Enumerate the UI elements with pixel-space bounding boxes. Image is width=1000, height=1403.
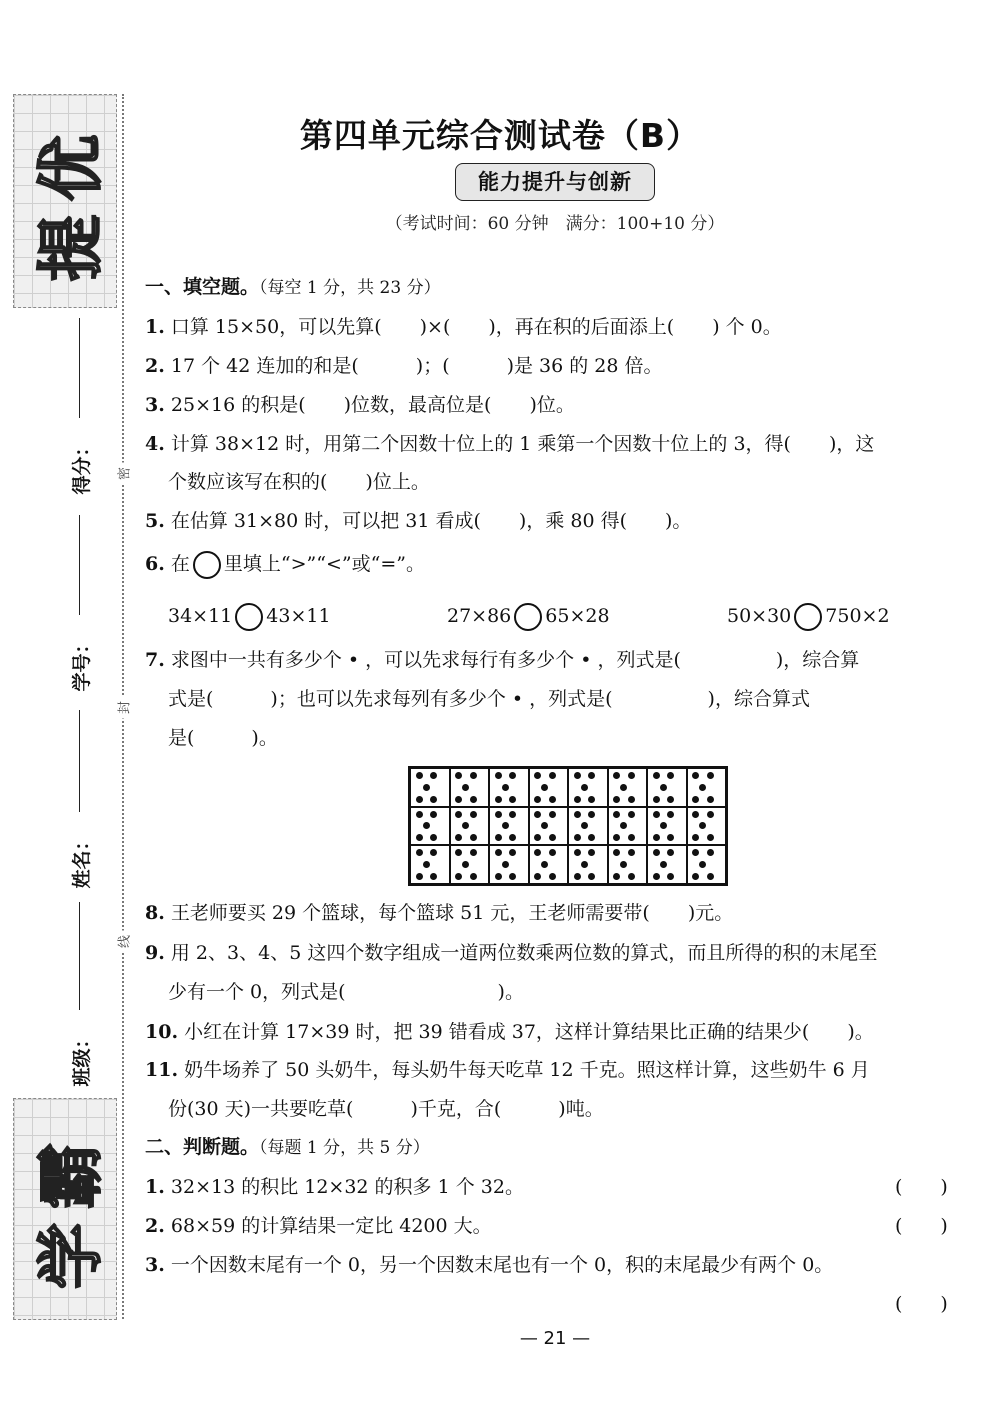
dot — [455, 796, 462, 803]
question-1-10: 10. 小红在计算 17×39 时，把 39 错看成 37，这样计算结果比正确的结果少( )。 — [145, 1021, 874, 1043]
dot — [534, 834, 541, 841]
question-1-6: 6. 在 里填上“>”“<”或“=”。 — [145, 551, 425, 579]
dot — [534, 873, 541, 880]
dot — [455, 772, 462, 779]
dot — [588, 796, 595, 803]
dot — [509, 772, 516, 779]
dot — [692, 796, 699, 803]
dot-cell — [687, 768, 727, 807]
dot — [416, 849, 423, 856]
question-2-2: 2. 68×59 的计算结果一定比 4200 大。 — [145, 1215, 492, 1237]
dot — [423, 784, 430, 791]
dot — [574, 873, 581, 880]
dot — [588, 811, 595, 818]
dot — [541, 822, 548, 829]
dot — [423, 861, 430, 868]
dot — [502, 784, 509, 791]
dot — [653, 772, 660, 779]
dot — [699, 784, 706, 791]
dot — [581, 861, 588, 868]
dot — [628, 811, 635, 818]
dot — [549, 849, 556, 856]
dot — [455, 834, 462, 841]
dot — [509, 849, 516, 856]
dot — [423, 822, 430, 829]
dot — [707, 873, 714, 880]
dot-cell — [489, 845, 529, 884]
question-1-11: 11. 奶牛场养了 50 头奶牛，每头奶牛每天吃草 12 千克。照这样计算，这些奶牛 6 月 — [145, 1059, 870, 1081]
dot — [620, 784, 627, 791]
dot — [667, 796, 674, 803]
dot — [660, 861, 667, 868]
dot-cell — [450, 768, 490, 807]
exam-info: （考试时间：60 分钟 满分：100+10 分） — [385, 214, 725, 234]
dot-cell — [647, 768, 687, 807]
dot — [495, 873, 502, 880]
dot — [620, 861, 627, 868]
compare-pair-3: 50×30 750×2 — [727, 603, 890, 631]
dot-cell — [450, 845, 490, 884]
seal-char-mi: 密 — [114, 463, 133, 485]
dot — [667, 834, 674, 841]
dot — [549, 811, 556, 818]
dot-cell — [647, 845, 687, 884]
dot — [534, 796, 541, 803]
dot — [416, 811, 423, 818]
dot — [653, 796, 660, 803]
dot — [430, 849, 437, 856]
section-2-heading: 二、判断题。（每题 1 分，共 5 分） — [145, 1136, 430, 1158]
dot — [699, 822, 706, 829]
dot-cell — [489, 768, 529, 807]
dot — [462, 784, 469, 791]
dot-cell — [529, 768, 569, 807]
section-1-heading: 一、填空题。（每空 1 分，共 23 分） — [145, 276, 441, 298]
dot — [455, 849, 462, 856]
subtitle-badge: 能力提升与创新 — [455, 163, 655, 201]
compare-circle-3[interactable] — [794, 603, 822, 631]
name-label: 姓名： — [70, 831, 93, 889]
dot — [628, 873, 635, 880]
dot — [495, 796, 502, 803]
question-1-9-cont: 少有一个 0，列式是( )。 — [168, 981, 524, 1003]
dot — [574, 796, 581, 803]
dot — [628, 796, 635, 803]
dot — [613, 834, 620, 841]
compare-pair-1: 34×11 43×11 — [168, 603, 331, 631]
dot-cell — [608, 845, 648, 884]
dot — [692, 811, 699, 818]
dot — [541, 784, 548, 791]
question-1-8: 8. 王老师要买 29 个篮球，每个篮球 51 元，王老师需要带( )元。 — [145, 902, 734, 924]
dot — [653, 873, 660, 880]
question-2-1: 1. 32×13 的积比 12×32 的积多 1 个 32。 — [145, 1176, 524, 1198]
dot — [667, 873, 674, 880]
dot — [470, 811, 477, 818]
dot-cell — [489, 807, 529, 846]
dot — [692, 849, 699, 856]
dot-cell — [568, 845, 608, 884]
dot — [667, 811, 674, 818]
question-1-7-cont: 式是( )；也可以先求每列有多少个 • ，列式是( )，综合算式 — [168, 688, 810, 710]
dot — [707, 811, 714, 818]
dot — [574, 772, 581, 779]
dot-cell — [608, 768, 648, 807]
dot — [430, 873, 437, 880]
dot-cell — [529, 807, 569, 846]
dot — [495, 834, 502, 841]
dot — [416, 796, 423, 803]
dot — [534, 849, 541, 856]
dot — [707, 834, 714, 841]
dot — [416, 834, 423, 841]
question-1-1: 1. 口算 15×50，可以先算( )×( )，再在积的后面添上( ) 个 0。 — [145, 316, 782, 338]
dot — [653, 811, 660, 818]
dot — [707, 796, 714, 803]
score-label: 得分： — [70, 437, 93, 495]
question-1-9: 9. 用 2、3、4、5 这四个数字组成一道两位数乘两位数的算式，而且所得的积的末尾至 — [145, 942, 878, 964]
dot — [628, 834, 635, 841]
dot-cell — [568, 807, 608, 846]
answer-blank-2-1[interactable]: ( ) — [895, 1176, 948, 1198]
dot — [692, 772, 699, 779]
dot — [660, 822, 667, 829]
dot — [534, 772, 541, 779]
dot — [470, 796, 477, 803]
question-1-7: 7. 求图中一共有多少个 • ，可以先求每行有多少个 • ，列式是( )，综合算 — [145, 649, 860, 671]
dot — [620, 822, 627, 829]
brand-box-bottom — [13, 1098, 117, 1320]
dot — [509, 796, 516, 803]
dot-cell — [568, 768, 608, 807]
compare-circle-1[interactable] — [235, 603, 263, 631]
dot — [588, 873, 595, 880]
student-id-label: 学号： — [70, 634, 93, 692]
question-1-4-cont: 个数应该写在积的( )位上。 — [168, 471, 430, 493]
dot — [430, 772, 437, 779]
class-line — [79, 902, 80, 1010]
brand-title-bottom: 学霸 — [32, 1129, 110, 1289]
dot — [534, 811, 541, 818]
dot — [660, 784, 667, 791]
dot — [430, 834, 437, 841]
dot — [549, 796, 556, 803]
dot-cell — [647, 807, 687, 846]
dot — [613, 849, 620, 856]
brand-title-top: 提优 — [32, 121, 110, 281]
dot — [549, 873, 556, 880]
dot — [667, 849, 674, 856]
compare-circle-2[interactable] — [514, 603, 542, 631]
dot — [613, 796, 620, 803]
dot — [509, 834, 516, 841]
dot — [581, 784, 588, 791]
dot-cell — [608, 807, 648, 846]
answer-blank-2-2[interactable]: ( ) — [895, 1215, 948, 1237]
dot — [699, 861, 706, 868]
compare-pair-2: 27×86 65×28 — [447, 603, 610, 631]
dot — [509, 811, 516, 818]
dot — [470, 849, 477, 856]
dot — [692, 834, 699, 841]
dot — [455, 873, 462, 880]
dot — [588, 834, 595, 841]
dot — [707, 849, 714, 856]
page-title: 第四单元综合测试卷（B） — [299, 116, 701, 155]
dot-cell — [450, 807, 490, 846]
dot — [581, 822, 588, 829]
dot — [470, 873, 477, 880]
question-2-3: 3. 一个因数末尾有一个 0，另一个因数末尾也有一个 0，积的末尾最少有两个 0。 — [145, 1254, 834, 1276]
dot — [707, 772, 714, 779]
dot — [462, 822, 469, 829]
question-1-5: 5. 在估算 31×80 时，可以把 31 看成( )，乘 80 得( )。 — [145, 510, 692, 532]
dot — [502, 861, 509, 868]
dot — [430, 811, 437, 818]
page-number: — 21 — — [519, 1328, 591, 1349]
id-line — [79, 515, 80, 615]
dot — [574, 849, 581, 856]
dot — [495, 849, 502, 856]
dot — [653, 849, 660, 856]
compare-circle[interactable] — [193, 551, 221, 579]
seal-char-feng: 封 — [114, 697, 133, 719]
question-1-4: 4. 计算 38×12 时，用第二个因数十位上的 1 乘第一个因数十位上的 3，得( )，这 — [145, 433, 875, 455]
dot — [549, 834, 556, 841]
dot-cell — [410, 845, 450, 884]
dot — [495, 772, 502, 779]
dot — [613, 811, 620, 818]
dot — [588, 772, 595, 779]
seal-char-xian: 线 — [114, 931, 133, 953]
question-1-3: 3. 25×16 的积是( )位数，最高位是( )位。 — [145, 394, 575, 416]
dot — [502, 822, 509, 829]
dot-cell — [687, 807, 727, 846]
dot — [462, 861, 469, 868]
dot — [455, 811, 462, 818]
score-line — [79, 318, 80, 418]
dot — [692, 873, 699, 880]
dot — [613, 772, 620, 779]
name-line — [79, 710, 80, 812]
dot — [470, 834, 477, 841]
dot — [653, 834, 660, 841]
question-1-7-cont-2: 是( )。 — [168, 727, 278, 749]
dot — [549, 772, 556, 779]
dot — [541, 861, 548, 868]
dot — [667, 772, 674, 779]
dot — [574, 834, 581, 841]
dot-cell — [687, 845, 727, 884]
dot — [613, 873, 620, 880]
dot — [416, 772, 423, 779]
dot-cell — [410, 807, 450, 846]
dot — [588, 849, 595, 856]
dot — [430, 796, 437, 803]
dot — [470, 772, 477, 779]
question-1-2: 2. 17 个 42 连加的和是( )；( )是 36 的 28 倍。 — [145, 355, 663, 377]
answer-blank-2-3[interactable]: ( ) — [895, 1293, 948, 1315]
dot-grid-figure — [408, 766, 728, 886]
dot-cell — [529, 845, 569, 884]
dot — [416, 873, 423, 880]
dot — [574, 811, 581, 818]
dot — [628, 772, 635, 779]
class-label: 班级： — [70, 1029, 93, 1087]
question-1-11-cont: 份(30 天)一共要吃草( )千克，合( )吨。 — [168, 1098, 604, 1120]
dot — [509, 873, 516, 880]
dot — [495, 811, 502, 818]
dot-cell — [410, 768, 450, 807]
dot — [628, 849, 635, 856]
